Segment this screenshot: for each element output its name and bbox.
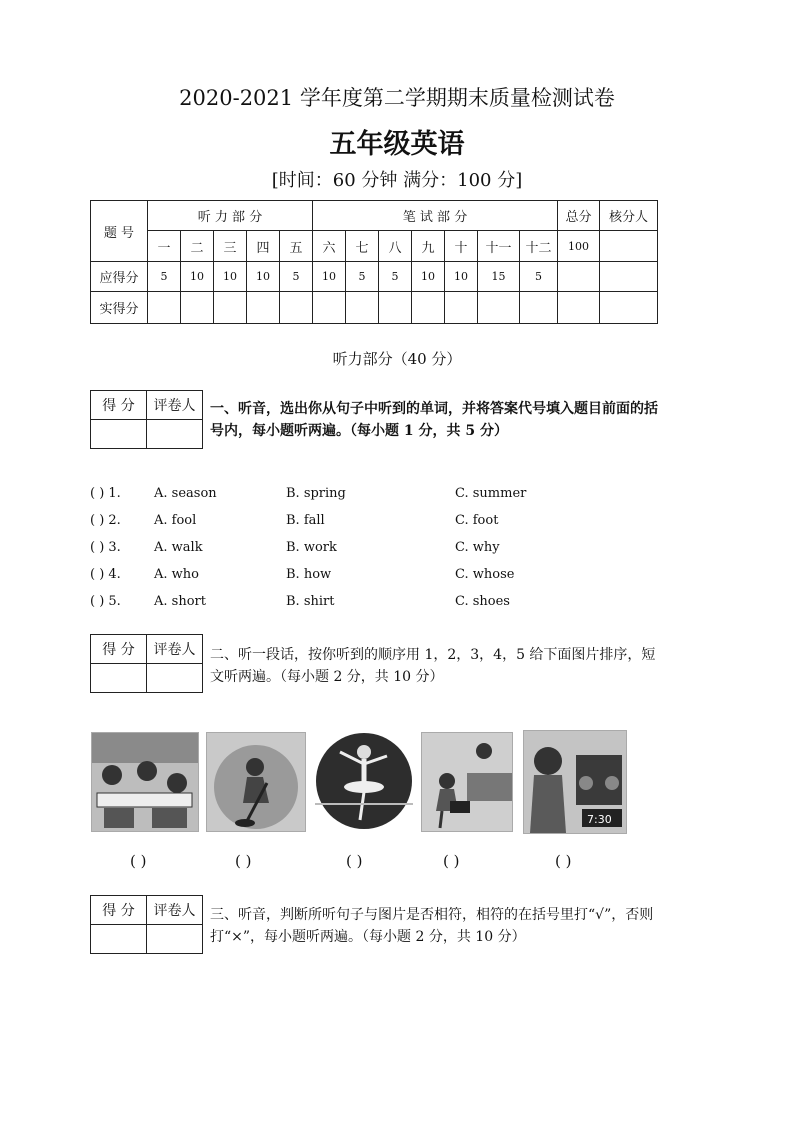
blank-cell (600, 262, 658, 292)
section-number: 八 (379, 231, 412, 262)
expected-score: 5 (148, 262, 181, 292)
checker-label: 核分人 (600, 201, 658, 231)
written-part-label: 笔 试 部 分 (313, 201, 558, 231)
section-number: 二 (181, 231, 214, 262)
question-row (90, 561, 610, 588)
section1-instructions: 一、听音，选出你从句子中听到的单词，并将答案代号填入题目前面的括号内，每小题听两遍。（每小题 1 分，共 5 分） (210, 401, 658, 439)
section3-instructions: 三、听音，判断所听句子与图片是否相符，相符的在括号里打“√”，否则打“×”，每小题听两遍。（每小题 2 分，共 10 分） (210, 907, 654, 945)
exam-title: 2020-2021 学年度第二学期期末质量检测试卷 (179, 86, 615, 110)
picture-ballet (315, 732, 413, 830)
clock-time: 7:30 (587, 813, 612, 826)
expected-score: 5 (520, 262, 558, 292)
grader-box-2 (90, 634, 203, 693)
picture-sweeping (206, 732, 306, 832)
actual-label: 实得分 (91, 292, 148, 324)
section2-instructions: 二、听一段话，按你听到的顺序用 1，2，3，4，5 给下面图片排序，短文听两遍。（每小题 2 分，共 10 分） (210, 647, 656, 685)
actual-score-cell[interactable] (148, 292, 181, 324)
section-number: 十二 (520, 231, 558, 262)
reading-class-illustration (92, 733, 198, 831)
expected-score: 10 (412, 262, 445, 292)
option-c: C. shoes (455, 594, 510, 609)
expected-score: 10 (181, 262, 214, 292)
section-number: 九 (412, 231, 445, 262)
actual-total-cell[interactable] (558, 292, 600, 324)
section1-questions (90, 480, 610, 615)
option-b: B. fall (286, 513, 325, 528)
score-table (90, 200, 658, 324)
question-number[interactable]: ( ) 2. (90, 513, 121, 528)
actual-score-cell[interactable] (478, 292, 520, 324)
question-row (90, 534, 610, 561)
grader-reviewer-cell[interactable] (147, 420, 203, 449)
exam-time-info: [时间：60 分钟 满分：100 分] (271, 170, 523, 191)
actual-score-cell[interactable] (445, 292, 478, 324)
picture-music-clock (523, 730, 627, 834)
shopping-illustration (422, 733, 512, 831)
option-a: A. walk (154, 540, 203, 555)
grader-box-1 (90, 390, 203, 449)
grader-reviewer-cell[interactable] (147, 925, 203, 954)
option-a: A. short (154, 594, 206, 609)
grader-score-cell[interactable] (91, 925, 147, 954)
expected-score: 10 (445, 262, 478, 292)
section-number: 三 (214, 231, 247, 262)
actual-score-cell[interactable] (313, 292, 346, 324)
actual-score-cell[interactable] (214, 292, 247, 324)
expected-score: 5 (280, 262, 313, 292)
option-c: C. why (455, 540, 500, 555)
section-number: 六 (313, 231, 346, 262)
option-a: A. who (154, 567, 199, 582)
picture-reading-class (91, 732, 199, 832)
total-value: 100 (558, 231, 600, 262)
option-c: C. foot (455, 513, 499, 528)
blank-cell (558, 262, 600, 292)
section-number: 十 (445, 231, 478, 262)
total-label: 总分 (558, 201, 600, 231)
actual-score-cell[interactable] (247, 292, 280, 324)
expected-score: 10 (214, 262, 247, 292)
question-number[interactable]: ( ) 4. (90, 567, 121, 582)
grader-score-label: 得 分 (91, 391, 147, 420)
checker-cell[interactable] (600, 231, 658, 262)
question-row (90, 507, 610, 534)
grader-score-label: 得 分 (91, 896, 147, 925)
grader-score-cell[interactable] (91, 664, 147, 693)
order-paren-4[interactable]: ( ) (443, 852, 460, 870)
option-a: A. season (154, 486, 217, 501)
section-number: 五 (280, 231, 313, 262)
grader-reviewer-label: 评卷人 (147, 635, 203, 664)
question-number[interactable]: ( ) 1. (90, 486, 121, 501)
expected-score: 5 (346, 262, 379, 292)
option-b: B. shirt (286, 594, 335, 609)
expected-score: 10 (247, 262, 280, 292)
option-b: B. spring (286, 486, 346, 501)
tihao-label: 题 号 (91, 201, 148, 262)
expected-score: 15 (478, 262, 520, 292)
section-number: 十一 (478, 231, 520, 262)
grader-score-label: 得 分 (91, 635, 147, 664)
grader-reviewer-cell[interactable] (147, 664, 203, 693)
actual-score-cell[interactable] (520, 292, 558, 324)
grader-score-cell[interactable] (91, 420, 147, 449)
order-paren-5[interactable]: ( ) (555, 852, 572, 870)
ballet-illustration (315, 732, 413, 830)
actual-checker-cell[interactable] (600, 292, 658, 324)
option-b: B. how (286, 567, 332, 582)
actual-score-cell[interactable] (412, 292, 445, 324)
question-row (90, 480, 610, 507)
listening-heading: 听力部分（40 分） (332, 350, 462, 368)
question-number[interactable]: ( ) 5. (90, 594, 121, 609)
question-number[interactable]: ( ) 3. (90, 540, 121, 555)
section-number: 七 (346, 231, 379, 262)
expected-score: 10 (313, 262, 346, 292)
actual-score-cell[interactable] (280, 292, 313, 324)
sweeping-illustration (207, 733, 305, 831)
section-number: 一 (148, 231, 181, 262)
order-paren-2[interactable]: ( ) (235, 852, 252, 870)
grader-reviewer-label: 评卷人 (147, 896, 203, 925)
section-number: 四 (247, 231, 280, 262)
order-paren-3[interactable]: ( ) (346, 852, 363, 870)
actual-score-cell[interactable] (346, 292, 379, 324)
grader-box-3 (90, 895, 203, 954)
expected-label: 应得分 (91, 262, 148, 292)
option-c: C. summer (455, 486, 527, 501)
listen-part-label: 听 力 部 分 (148, 201, 313, 231)
option-b: B. work (286, 540, 337, 555)
music-clock-illustration (524, 731, 626, 833)
grader-reviewer-label: 评卷人 (147, 391, 203, 420)
question-row (90, 588, 610, 615)
actual-score-cell[interactable] (181, 292, 214, 324)
actual-score-cell[interactable] (379, 292, 412, 324)
expected-score: 5 (379, 262, 412, 292)
exam-subject: 五年级英语 (329, 129, 465, 160)
order-paren-1[interactable]: ( ) (130, 852, 147, 870)
picture-shopping (421, 732, 513, 832)
option-a: A. fool (154, 513, 197, 528)
option-c: C. whose (455, 567, 515, 582)
